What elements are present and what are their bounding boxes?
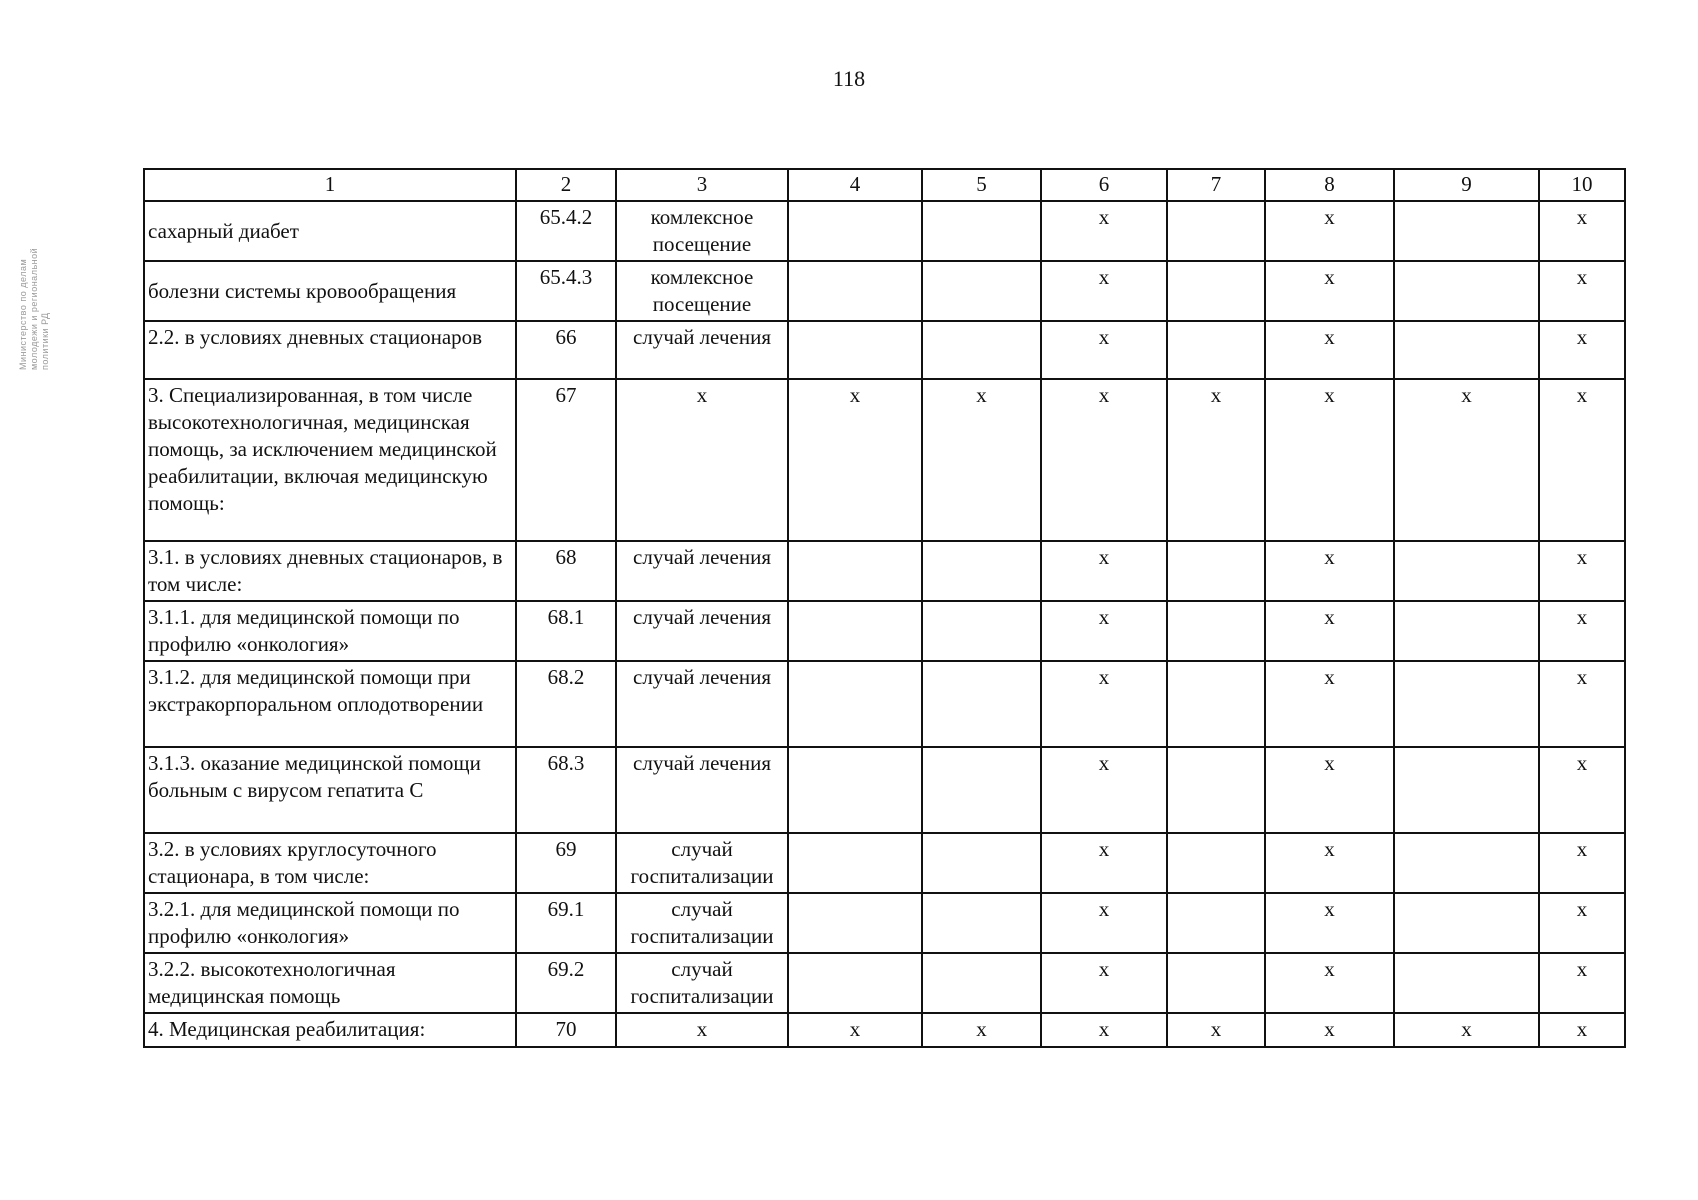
cell-col8: x bbox=[1265, 833, 1394, 893]
cell-col4 bbox=[788, 601, 922, 661]
cell-col7 bbox=[1167, 601, 1265, 661]
cell-col5 bbox=[922, 601, 1041, 661]
cell-col8: x bbox=[1265, 661, 1394, 747]
row-unit: случай госпитализации bbox=[616, 953, 788, 1013]
cell-col9 bbox=[1394, 201, 1539, 261]
row-unit: x bbox=[616, 379, 788, 541]
cell-col5 bbox=[922, 201, 1041, 261]
row-name: 4. Медицинская реабилитация: bbox=[144, 1013, 516, 1047]
cell-col4 bbox=[788, 893, 922, 953]
row-name: болезни системы кровообращения bbox=[144, 261, 516, 321]
cell-col8: x bbox=[1265, 201, 1394, 261]
table-row bbox=[144, 1013, 1625, 1047]
cell-col7: x bbox=[1167, 379, 1265, 541]
cell-col10: x bbox=[1539, 379, 1625, 541]
cell-col5 bbox=[922, 261, 1041, 321]
cell-col5 bbox=[922, 953, 1041, 1013]
column-header: 1 bbox=[144, 169, 516, 201]
cell-col9 bbox=[1394, 321, 1539, 379]
cell-col4 bbox=[788, 321, 922, 379]
row-name: сахарный диабет bbox=[144, 201, 516, 261]
row-code: 65.4.2 bbox=[516, 201, 616, 261]
row-code: 67 bbox=[516, 379, 616, 541]
cell-col7: x bbox=[1167, 1013, 1265, 1047]
cell-col9 bbox=[1394, 261, 1539, 321]
cell-col9 bbox=[1394, 953, 1539, 1013]
cell-col4 bbox=[788, 953, 922, 1013]
cell-col9: x bbox=[1394, 1013, 1539, 1047]
row-code: 69.1 bbox=[516, 893, 616, 953]
cell-col4 bbox=[788, 661, 922, 747]
column-header: 10 bbox=[1539, 169, 1625, 201]
cell-col6: x bbox=[1041, 541, 1167, 601]
stamp-line: политики РД bbox=[40, 312, 50, 370]
cell-col4 bbox=[788, 833, 922, 893]
row-name: 3.1.1. для медицинской помощи по профилю «онкология» bbox=[144, 601, 516, 661]
cell-col7 bbox=[1167, 321, 1265, 379]
row-name: 3.2. в условиях круглосуточного стационара, в том числе: bbox=[144, 833, 516, 893]
cell-col10: x bbox=[1539, 601, 1625, 661]
cell-col10: x bbox=[1539, 541, 1625, 601]
data-table bbox=[143, 168, 1626, 1048]
row-code: 65.4.3 bbox=[516, 261, 616, 321]
stamp-line: Министерство по делам bbox=[18, 258, 28, 370]
cell-col6: x bbox=[1041, 833, 1167, 893]
cell-col6: x bbox=[1041, 321, 1167, 379]
column-header: 8 bbox=[1265, 169, 1394, 201]
table-row bbox=[144, 661, 1625, 747]
cell-col10: x bbox=[1539, 747, 1625, 833]
cell-col5: x bbox=[922, 1013, 1041, 1047]
row-unit: комлексное посещение bbox=[616, 201, 788, 261]
row-unit: случай лечения bbox=[616, 661, 788, 747]
cell-col5 bbox=[922, 541, 1041, 601]
table-row bbox=[144, 379, 1625, 541]
cell-col5 bbox=[922, 747, 1041, 833]
cell-col8: x bbox=[1265, 379, 1394, 541]
cell-col7 bbox=[1167, 833, 1265, 893]
table-row bbox=[144, 601, 1625, 661]
cell-col6: x bbox=[1041, 747, 1167, 833]
cell-col10: x bbox=[1539, 261, 1625, 321]
cell-col7 bbox=[1167, 953, 1265, 1013]
table-row bbox=[144, 953, 1625, 1013]
row-name: 2.2. в условиях дневных стационаров bbox=[144, 321, 516, 379]
row-unit: случай госпитализации bbox=[616, 893, 788, 953]
cell-col10: x bbox=[1539, 1013, 1625, 1047]
cell-col6: x bbox=[1041, 893, 1167, 953]
row-unit: случай лечения bbox=[616, 321, 788, 379]
cell-col7 bbox=[1167, 747, 1265, 833]
cell-col8: x bbox=[1265, 261, 1394, 321]
cell-col7 bbox=[1167, 661, 1265, 747]
cell-col8: x bbox=[1265, 601, 1394, 661]
row-name: 3.1.2. для медицинской помощи при экстракорпоральном оплодотворении bbox=[144, 661, 516, 747]
cell-col9 bbox=[1394, 541, 1539, 601]
page-number: 118 bbox=[832, 66, 866, 91]
row-name: 3.2.2. высокотехнологичная медицинская помощь bbox=[144, 953, 516, 1013]
cell-col9 bbox=[1394, 661, 1539, 747]
cell-col10: x bbox=[1539, 201, 1625, 261]
row-unit: случай лечения bbox=[616, 601, 788, 661]
cell-col4 bbox=[788, 261, 922, 321]
cell-col9 bbox=[1394, 893, 1539, 953]
cell-col6: x bbox=[1041, 261, 1167, 321]
cell-col6: x bbox=[1041, 661, 1167, 747]
cell-col10: x bbox=[1539, 893, 1625, 953]
row-unit: случай госпитализации bbox=[616, 833, 788, 893]
row-unit: x bbox=[616, 1013, 788, 1047]
cell-col9 bbox=[1394, 747, 1539, 833]
row-code: 68.1 bbox=[516, 601, 616, 661]
stamp-line: молодежи и региональной bbox=[29, 247, 39, 370]
cell-col8: x bbox=[1265, 541, 1394, 601]
row-unit: случай лечения bbox=[616, 541, 788, 601]
table-row bbox=[144, 321, 1625, 379]
cell-col6: x bbox=[1041, 601, 1167, 661]
cell-col9 bbox=[1394, 833, 1539, 893]
row-code: 68.3 bbox=[516, 747, 616, 833]
row-name: 3.2.1. для медицинской помощи по профилю «онкология» bbox=[144, 893, 516, 953]
column-header: 3 bbox=[616, 169, 788, 201]
cell-col5 bbox=[922, 661, 1041, 747]
table-row bbox=[144, 541, 1625, 601]
column-header: 5 bbox=[922, 169, 1041, 201]
cell-col8: x bbox=[1265, 893, 1394, 953]
column-header: 2 bbox=[516, 169, 616, 201]
row-code: 70 bbox=[516, 1013, 616, 1047]
table-row bbox=[144, 833, 1625, 893]
cell-col7 bbox=[1167, 261, 1265, 321]
cell-col5 bbox=[922, 893, 1041, 953]
row-code: 68.2 bbox=[516, 661, 616, 747]
cell-col7 bbox=[1167, 893, 1265, 953]
row-name: 3.1. в условиях дневных стационаров, в том числе: bbox=[144, 541, 516, 601]
row-unit: комлексное посещение bbox=[616, 261, 788, 321]
row-unit: случай лечения bbox=[616, 747, 788, 833]
row-name: 3. Специализированная, в том числе высокотехнологичная, медицинская помощь, за исключением медицинской реабилитации, включая медицинскую помощь: bbox=[144, 379, 516, 541]
cell-col8: x bbox=[1265, 747, 1394, 833]
cell-col5 bbox=[922, 321, 1041, 379]
header-row bbox=[144, 169, 1625, 201]
cell-col8: x bbox=[1265, 953, 1394, 1013]
table-row bbox=[144, 747, 1625, 833]
row-code: 68 bbox=[516, 541, 616, 601]
column-header: 7 bbox=[1167, 169, 1265, 201]
cell-col7 bbox=[1167, 541, 1265, 601]
cell-col6: x bbox=[1041, 379, 1167, 541]
cell-col9 bbox=[1394, 601, 1539, 661]
cell-col10: x bbox=[1539, 661, 1625, 747]
table-row bbox=[144, 201, 1625, 261]
cell-col4 bbox=[788, 541, 922, 601]
row-name: 3.1.3. оказание медицинской помощи больным с вирусом гепатита С bbox=[144, 747, 516, 833]
cell-col4: x bbox=[788, 379, 922, 541]
cell-col10: x bbox=[1539, 953, 1625, 1013]
cell-col7 bbox=[1167, 201, 1265, 261]
column-header: 9 bbox=[1394, 169, 1539, 201]
cell-col6: x bbox=[1041, 201, 1167, 261]
cell-col5: x bbox=[922, 379, 1041, 541]
cell-col4 bbox=[788, 747, 922, 833]
cell-col10: x bbox=[1539, 833, 1625, 893]
row-code: 69.2 bbox=[516, 953, 616, 1013]
table-row bbox=[144, 893, 1625, 953]
column-header: 4 bbox=[788, 169, 922, 201]
table-row bbox=[144, 261, 1625, 321]
cell-col10: x bbox=[1539, 321, 1625, 379]
side-stamp bbox=[18, 170, 98, 370]
cell-col5 bbox=[922, 833, 1041, 893]
row-code: 69 bbox=[516, 833, 616, 893]
cell-col9: x bbox=[1394, 379, 1539, 541]
cell-col8: x bbox=[1265, 1013, 1394, 1047]
column-header: 6 bbox=[1041, 169, 1167, 201]
cell-col8: x bbox=[1265, 321, 1394, 379]
cell-col6: x bbox=[1041, 953, 1167, 1013]
cell-col4: x bbox=[788, 1013, 922, 1047]
row-code: 66 bbox=[516, 321, 616, 379]
cell-col4 bbox=[788, 201, 922, 261]
cell-col6: x bbox=[1041, 1013, 1167, 1047]
